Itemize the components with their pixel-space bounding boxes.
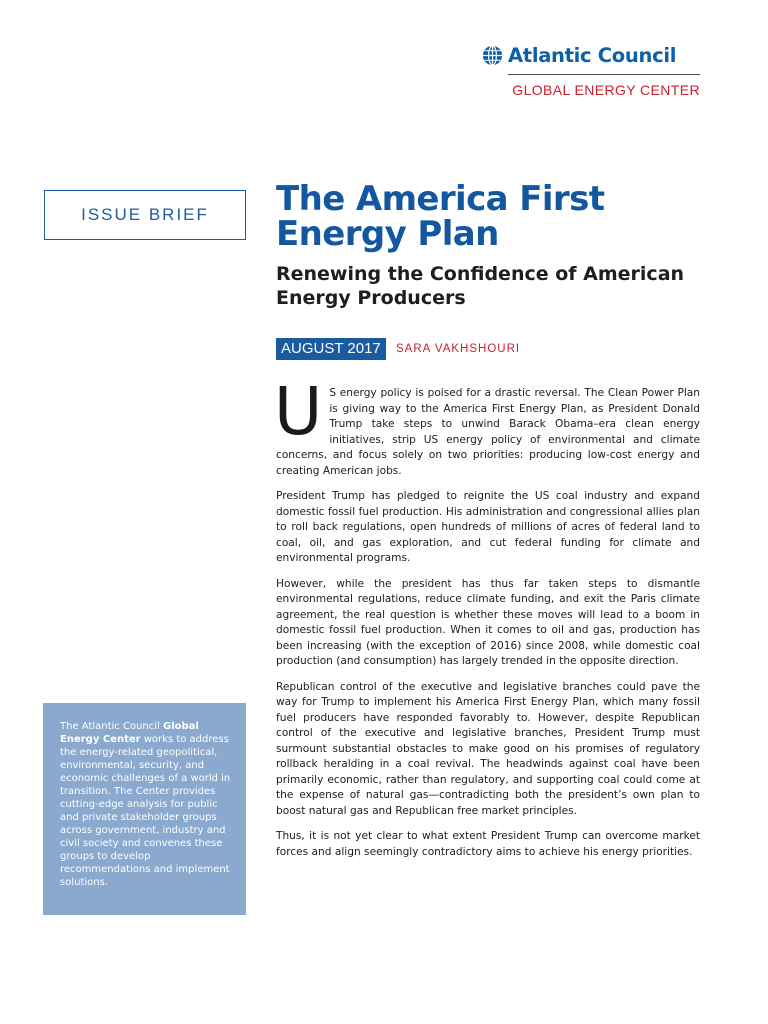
author-name: SARA VAKHSHOURI (396, 343, 521, 355)
page-subtitle: Renewing the Confidence of American Energy Producers (276, 263, 685, 309)
sidebar-highlight: Global Energy Center (60, 721, 199, 745)
issue-brief-label: ISSUE BRIEF (81, 205, 209, 224)
body-paragraph-4: Republican control of the executive and legislative branches could pave the way for Trump to implement his America First Energy Plan, which many fossil fuel producers have responded favorably to. However, despite Republican control of the executive and legislative branches, President Trump must surmount substantial obstacles to make good on his promises of regulatory rollback heralding in a coal revival. The headwinds against coal have been primarily economic, rather than regulatory, and supporting coal could come at the expense of natural gas—contradicting both the president’s own plan to boost natural gas and Republican free market principles. (276, 680, 700, 817)
atlantic-council-logo (482, 44, 700, 98)
sidebar-text: works to address the energy-related geopolitical, environmental, security, and economic challenges of a world in transition. The Center provides cutting-edge analysis for public and private stakeholder groups across government, industry and civil society and convenes these groups to develop recommendations and implement solutions. (60, 734, 231, 888)
date-badge: AUGUST 2017 (276, 338, 386, 360)
globe-icon (482, 45, 503, 66)
logo-row (482, 44, 700, 67)
drop-cap: U (274, 373, 323, 450)
body-paragraph-1 (274, 373, 700, 479)
logo-subtitle: GLOBAL ENERGY CENTER (512, 82, 700, 98)
body-paragraph-2: President Trump has pledged to reignite the US coal industry and expand domestic fossil fuel production. His administration and congressional allies plan to roll back regulations, open hundreds of millions of acres of federal land to coal, oil, and gas exploration, and cut federal funding for climate and environmental programs. (276, 490, 700, 564)
logo-name: Atlantic Council (508, 44, 677, 67)
body-paragraph-3: However, while the president has thus far taken steps to dismantle environmental regulations, reduce climate funding, and exit the Paris climate agreement, the real question is whether these moves will lead to a boom in domestic fossil fuel production. When it comes to oil and gas, production has been increasing (with the exception of 2016) since 2008, while domestic coal production (and consumption) has largely trended in the opposite direction. (276, 577, 700, 667)
page-title: The America First Energy Plan (276, 179, 605, 254)
logo-divider (508, 74, 700, 75)
body-paragraph-1-text: S energy policy is poised for a drastic reversal. The Clean Power Plan is giving way to the America First Energy Plan, as President Donald Trump take steps to unwind Barack Obama–era clean energy initiatives, strip US energy policy of environmental and climate concerns, and focus solely on two priorities: producing low-cost energy and creating American jobs. (276, 387, 700, 477)
body-paragraph-5: Thus, it is not yet clear to what extent President Trump can overcome market forces and align seemingly contradictory aims to achieve his energy priorities. (276, 830, 700, 858)
sidebar-intro: The Atlantic Council (60, 721, 163, 732)
issue-brief-box (44, 190, 246, 240)
about-sidebar (43, 703, 246, 915)
article-body (274, 373, 700, 870)
